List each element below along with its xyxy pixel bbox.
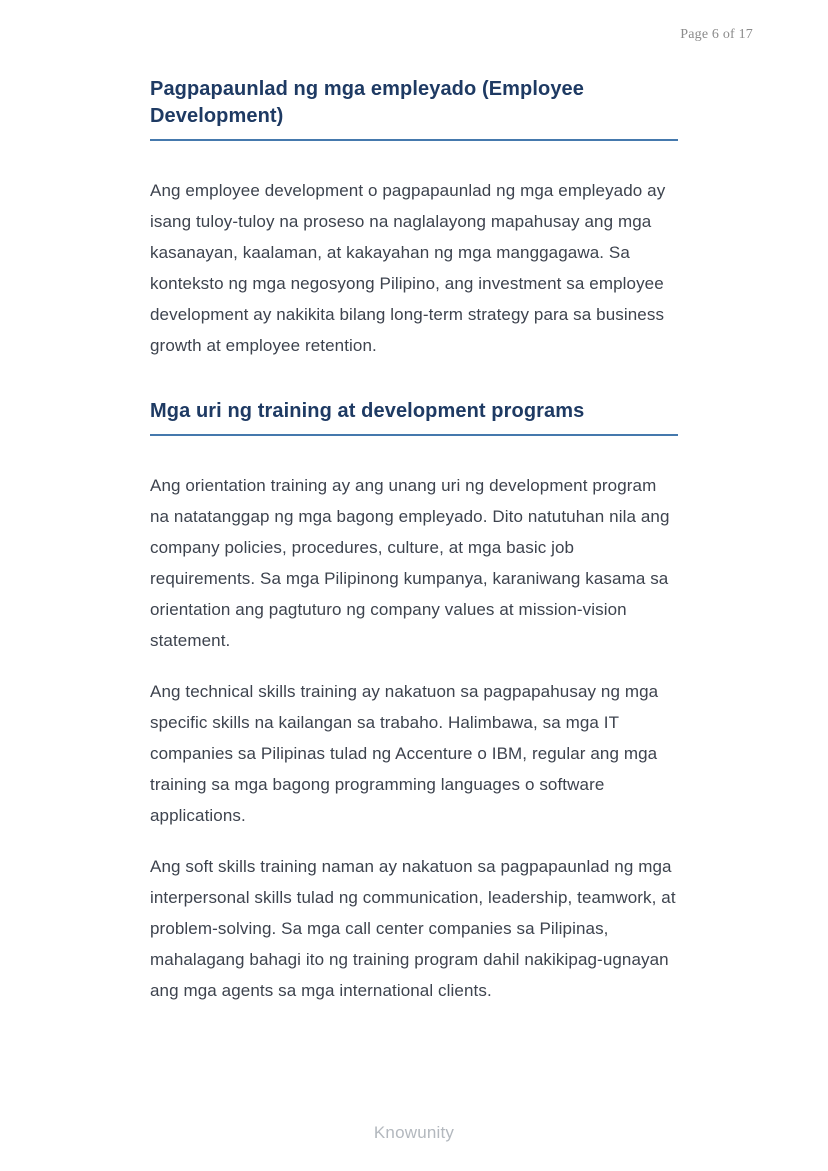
document-content	[150, 76, 678, 1006]
paragraph-orientation-training: Ang orientation training ay ang unang uri ng development program na natatanggap ng mga bagong empleyado. Dito natutuhan nila ang company policies, procedures, culture, at mga basic job requirements. Sa mga Pilipinong kumpanya, karaniwang kasama sa orientation ang pagtuturo ng company values at mission-vision statement.	[150, 476, 670, 650]
section-heading-employee-development: Pagpapaunlad ng mga empleyado (Employee Development)	[150, 76, 678, 141]
footer-brand: Knowunity	[373, 1123, 455, 1142]
paragraph-employee-development-intro: Ang employee development o pagpapaunlad ng mga empleyado ay isang tuloy-tuloy na proseso na naglalayong mapahusay ang mga kasanayan, kaalaman, at kakayahan ng mga manggagawa. Sa konteksto ng mga negosyong Pilipino, ang investment sa employee development ay nakikita bilang long-term strategy para sa business growth at employee retention.	[150, 181, 666, 355]
section-heading-training-programs: Mga uri ng training at development programs	[150, 398, 678, 436]
paragraph-soft-skills-training: Ang soft skills training naman ay nakatuon sa pagpapaunlad ng mga interpersonal skills tulad ng communication, leadership, teamwork, at problem-solving. Sa mga call center companies sa Pilipinas, mahalagang bahagi ito ng training program dahil nakikipag-ugnayan ang mga agents sa mga international clients.	[150, 857, 676, 1000]
paragraph-technical-skills-training: Ang technical skills training ay nakatuon sa pagpapahusay ng mga specific skills na kailangan sa trabaho. Halimbawa, sa mga IT companies sa Pilipinas tulad ng Accenture o IBM, regular ang mga training sa mga bagong programming languages o software applications.	[150, 682, 659, 825]
section-training-programs	[150, 398, 678, 1006]
section-employee-development	[150, 76, 678, 361]
page-number: Page 6 of 17	[680, 27, 753, 42]
